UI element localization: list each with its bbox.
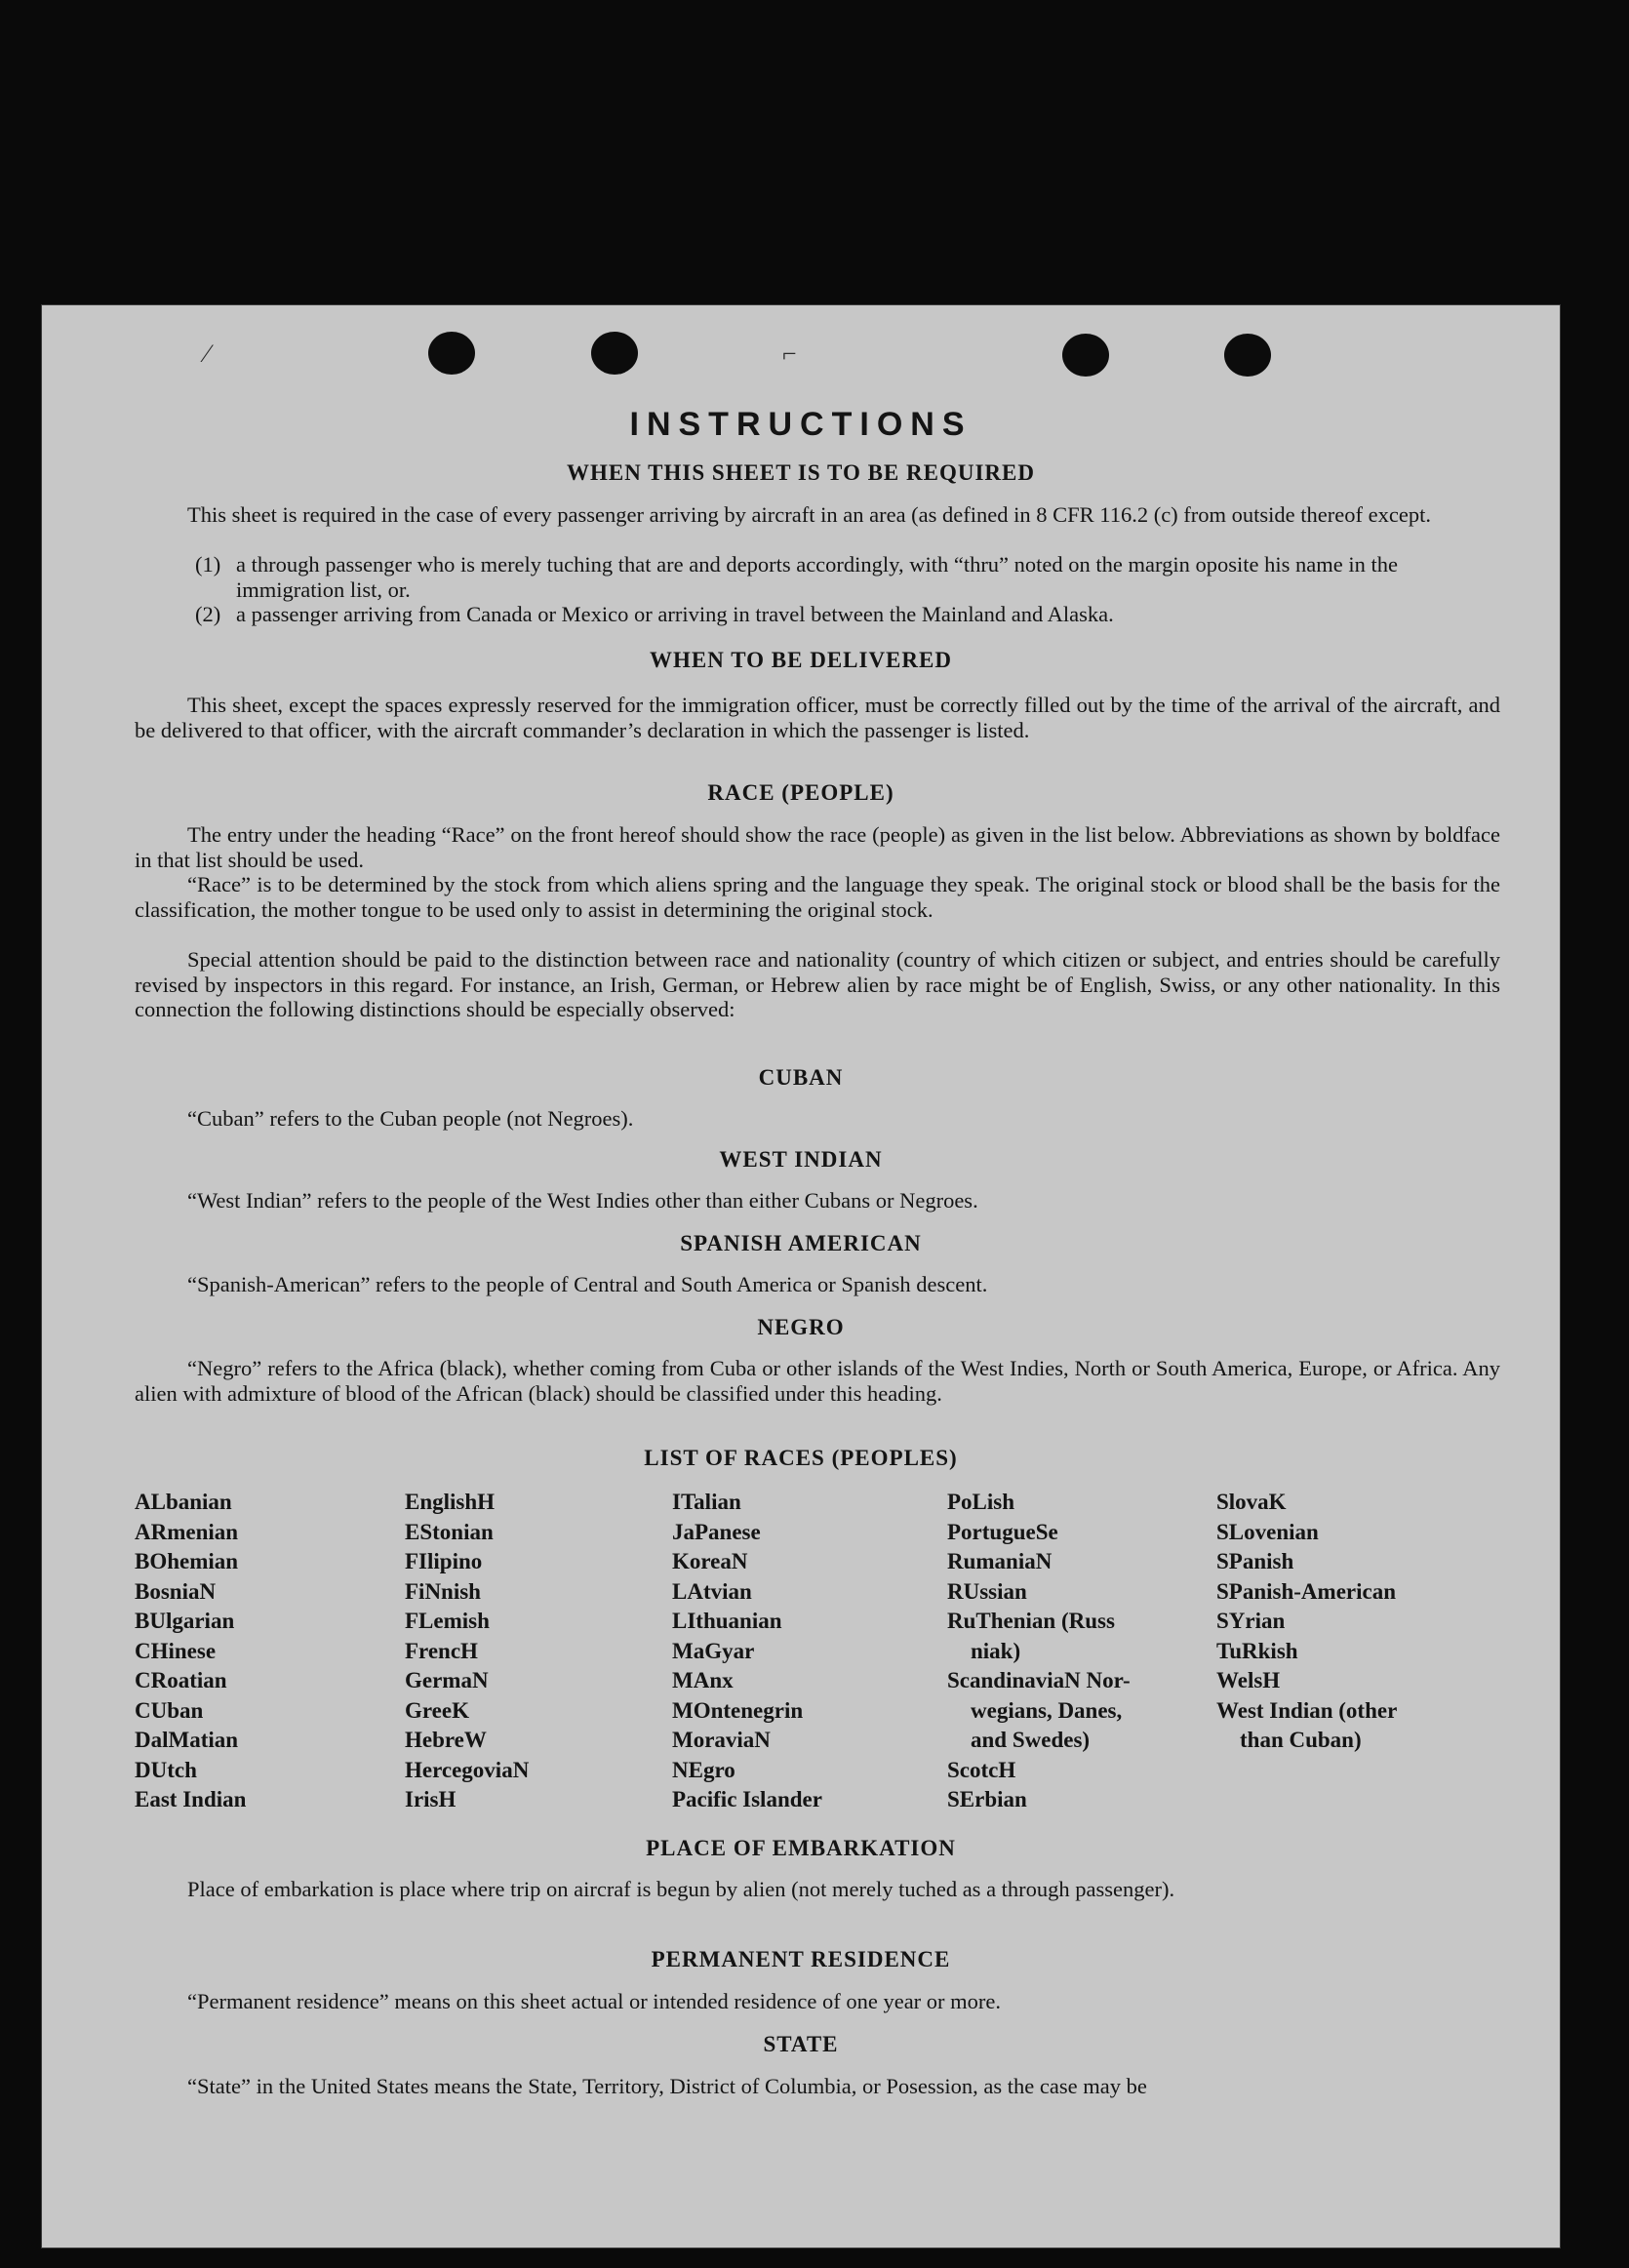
punch-hole (591, 332, 638, 375)
para-spanish-american: “Spanish-American” refers to the people of Central and South America or Spanish descent. (187, 1272, 988, 1296)
para-race-1: The entry under the heading “Race” on the front hereof should show the race (people) as given in the list below. Abbreviations as shown by boldface in that list should be used. (135, 822, 1500, 872)
race-name-continued: and Swedes) (971, 1728, 1091, 1752)
race-name: SErbian (947, 1787, 1027, 1811)
item-text: a passenger arriving from Canada or Mexico or arriving in travel between the Mainland and Alaska. (236, 602, 1114, 626)
list-item (195, 552, 1500, 602)
race-name: RuThenian (Russ (947, 1609, 1115, 1633)
document-sheet (41, 304, 1561, 2248)
race-name: NEgro (672, 1757, 735, 1782)
heading-state: STATE (763, 2032, 839, 2056)
para-when-required: This sheet is required in the case of every passenger arriving by aircraft in an area (as defined in 8 CFR 116.2 (c) from outside thereof except. (187, 502, 1431, 527)
race-name: RUssian (947, 1578, 1027, 1604)
race-name: ITalian (672, 1490, 741, 1514)
race-name: SYrian (1216, 1609, 1286, 1633)
heading-negro: NEGRO (757, 1315, 845, 1339)
race-name-continued: niak) (971, 1638, 1021, 1663)
race-name: EStonian (405, 1519, 494, 1544)
race-name: CHinese (135, 1638, 217, 1663)
races-column-3 (672, 1488, 822, 1815)
heading-west-indian: WEST INDIAN (719, 1147, 883, 1172)
race-name: East Indian (135, 1787, 247, 1811)
race-name: MOntenegrin (672, 1697, 804, 1723)
race-name: ScandinaviaN Nor- (947, 1668, 1131, 1692)
race-name: JaPanese (672, 1519, 761, 1544)
race-name: LAtvian (672, 1578, 752, 1604)
heading-embarkation: PLACE OF EMBARKATION (646, 1836, 956, 1860)
race-name: BUlgarian (135, 1609, 235, 1633)
punch-hole (428, 332, 475, 375)
heading-permanent-residence: PERMANENT RESIDENCE (651, 1947, 951, 1971)
race-name: BosniaN (135, 1578, 217, 1604)
para-race-3: Special attention should be paid to the distinction between race and nationality (country of which citizen or subject, and entries should be carefully revised by inspectors in this regard. For instance, an Irish, German, or Hebrew alien by race might be of English, Swiss, or any other nationality. In this connection the following distinctions should be especially observed: (135, 947, 1500, 1021)
punch-hole (1224, 334, 1271, 377)
races-column-4 (947, 1488, 1131, 1815)
para-cuban: “Cuban” refers to the Cuban people (not Negroes). (187, 1106, 634, 1131)
race-name: DalMatian (135, 1728, 239, 1752)
heading-when-required: WHEN THIS SHEET IS TO BE REQUIRED (567, 460, 1035, 485)
race-name: GreeK (405, 1697, 469, 1723)
heading-list-of-races: LIST OF RACES (PEOPLES) (644, 1446, 958, 1470)
para-when-delivered: This sheet, except the spaces expressly reserved for the immigration officer, must be correctly filled out by the time of the arrival of the aircraft, and be delivered to that officer, with the aircraft commander’s declaration in which the passenger is listed. (135, 693, 1500, 742)
race-name: West Indian (other (1216, 1697, 1398, 1723)
pen-mark: ⌐ (782, 339, 797, 368)
pen-mark: ⁄ (205, 339, 210, 368)
race-name: DUtch (135, 1757, 197, 1782)
race-name: TuRkish (1216, 1638, 1298, 1663)
race-name: MaGyar (672, 1638, 755, 1663)
race-name: SLovenian (1216, 1519, 1319, 1544)
race-name: FrencH (405, 1638, 478, 1663)
race-name: Pacific Islander (672, 1787, 822, 1811)
race-name: CRoatian (135, 1668, 227, 1692)
para-permanent-residence: “Permanent residence” means on this sheet actual or intended residence of one year or more. (187, 1989, 1002, 2013)
item-number: (1) (195, 552, 221, 577)
heading-cuban: CUBAN (758, 1065, 844, 1090)
para-west-indian: “West Indian” refers to the people of the West Indies other than either Cubans or Negroes. (187, 1188, 978, 1213)
race-name: SlovaK (1216, 1490, 1287, 1514)
race-name: HebreW (405, 1728, 487, 1752)
item-text: a through passenger who is merely tuching that are and deports accordingly, with “thru” noted on the margin oposite his name in the immigration list, or. (236, 552, 1398, 602)
heading-race: RACE (PEOPLE) (707, 780, 894, 805)
races-column-1 (135, 1488, 246, 1815)
race-name: EnglishH (405, 1490, 496, 1514)
race-name: LIthuanian (672, 1609, 782, 1633)
race-name: MoraviaN (672, 1728, 771, 1752)
heading-spanish-american: SPANISH AMERICAN (680, 1231, 922, 1255)
para-race-2: “Race” is to be determined by the stock from which aliens spring and the language they speak. The original stock or blood shall be the basis for the classification, the mother tongue to be used only to assist in determining the original stock. (135, 872, 1500, 922)
race-name: ALbanian (135, 1490, 232, 1514)
race-name: ScotcH (947, 1757, 1016, 1782)
para-embarkation: Place of embarkation is place where trip on aircraf is begun by alien (not merely tuched as a through passenger). (187, 1877, 1175, 1901)
race-name: SPanish-American (1216, 1578, 1396, 1604)
race-name: SPanish (1216, 1549, 1294, 1573)
page-title: INSTRUCTIONS (629, 406, 973, 443)
race-name: GermaN (405, 1668, 489, 1692)
race-name: CUban (135, 1697, 204, 1723)
item-number: (2) (195, 602, 221, 626)
race-name: PoLish (947, 1490, 1015, 1514)
race-name: FiNnish (405, 1578, 481, 1604)
race-name: ARmenian (135, 1519, 239, 1544)
heading-when-delivered: WHEN TO BE DELIVERED (650, 648, 952, 672)
race-name: FIlipino (405, 1549, 483, 1573)
races-column-5 (1216, 1488, 1397, 1756)
race-name: KoreaN (672, 1549, 748, 1573)
list-item (195, 602, 1500, 627)
para-state: “State” in the United States means the State, Territory, District of Columbia, or Posession, as the case may be (187, 2074, 1147, 2098)
race-name: MAnx (672, 1668, 734, 1692)
race-name: RumaniaN (947, 1549, 1053, 1573)
race-name: BOhemian (135, 1549, 239, 1573)
races-column-2 (405, 1488, 529, 1815)
race-name: FLemish (405, 1609, 490, 1633)
para-negro: “Negro” refers to the Africa (black), whether coming from Cuba or other islands of the West Indies, North or South America, Europe, or Africa. Any alien with admixture of blood of the African (black) should be classified under this heading. (135, 1356, 1500, 1406)
race-name: PortugueSe (947, 1519, 1058, 1544)
race-name-continued: wegians, Danes, (971, 1697, 1123, 1723)
race-name: IrisH (405, 1787, 457, 1811)
race-name: WelsH (1216, 1668, 1281, 1692)
race-name: HercegoviaN (405, 1757, 530, 1782)
race-name-continued: than Cuban) (1240, 1728, 1362, 1752)
punch-hole (1062, 334, 1109, 377)
